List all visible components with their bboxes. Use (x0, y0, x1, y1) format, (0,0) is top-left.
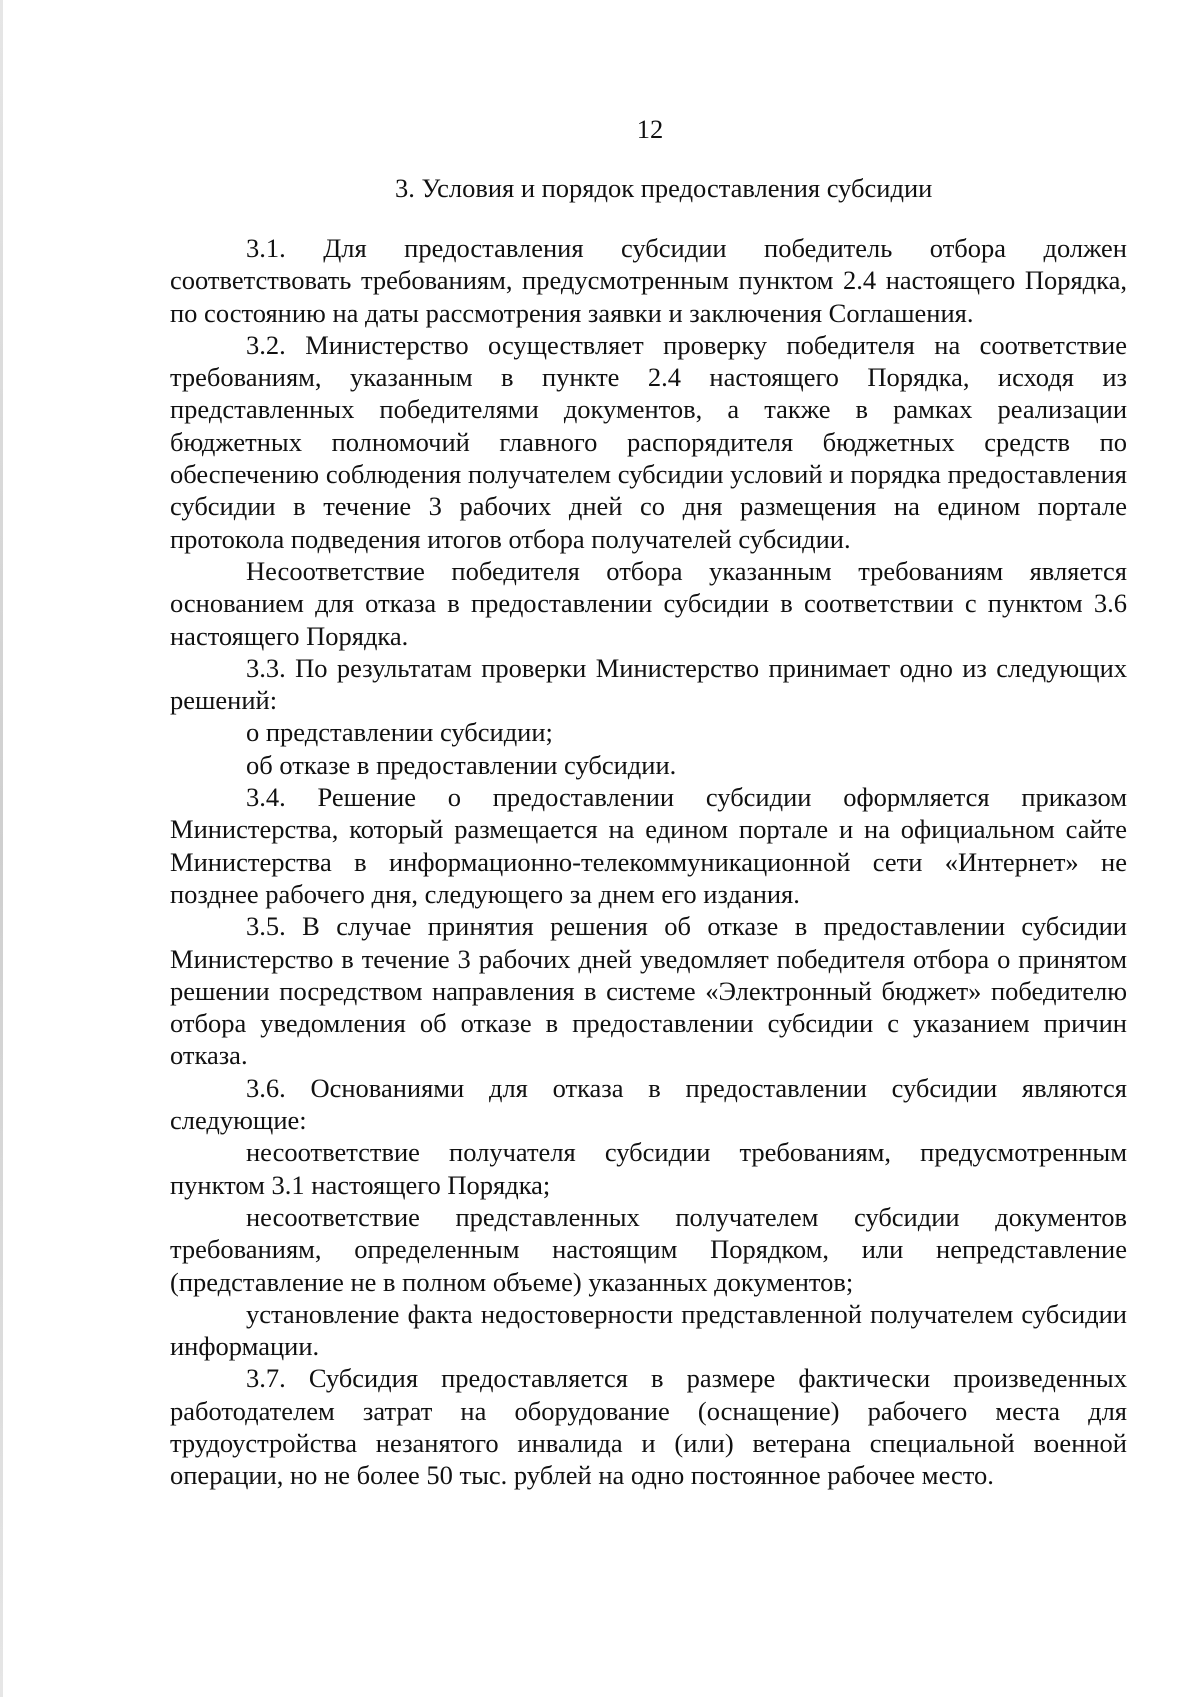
paragraph-3-2: 3.2. Министерство осуществляет проверку победителя на соответствие требованиям, указанным в пункте 2.4 настоящего Порядка, исходя из представленных победителями документов, а также в рамках реализации бюджетных полномочий главного распорядителя бюджетных средств по обеспечению соблюдения получателем субсидии условий и порядка предоставления субсидии в течение 3 рабочих дней со дня размещения на едином портале протокола подведения итогов отбора получателей субсидии. (170, 329, 1127, 554)
paragraph-3-7: 3.7. Субсидия предоставляется в размере фактически произведенных работодателем затрат на оборудование (оснащение) рабочего места для трудоустройства незанятого инвалида и (или) ветерана специальной военной операции, но не более 50 тыс. рублей на одно постоянное рабочее место. (170, 1363, 1127, 1491)
paragraph-nonconformity: Несоответствие победителя отбора указанным требованиям является основанием для отказа в предоставлении субсидии в соответствии с пунктом 3.6 настоящего Порядка. (170, 555, 1127, 651)
paragraph-3-3: 3.3. По результатам проверки Министерство принимает одно из следующих решений: (170, 652, 1127, 716)
page-number: 12 (636, 114, 664, 144)
section-title: 3. Условия и порядок предоставления субсидии (395, 173, 933, 203)
decision-option-refusal: об отказе в предоставлении субсидии. (246, 749, 677, 780)
scan-edge (0, 0, 3, 1697)
paragraph-3-1: 3.1. Для предоставления субсидии победитель отбора должен соответствовать требованиям, предусмотренным пунктом 2.4 настоящего Порядка, по состоянию на даты рассмотрения заявки и заключения Соглашения. (170, 233, 1127, 328)
decision-option-grant: о представлении субсидии; (246, 717, 553, 748)
paragraph-3-4: 3.4. Решение о предоставлении субсидии оформляется приказом Министерства, который размещается на едином портале и на официальном сайте Министерства в информационно-телекоммуникационной сети «Интернет» не позднее рабочего дня, следующего за днем его издания. (170, 782, 1127, 909)
paragraph-3-6: 3.6. Основаниями для отказа в предоставлении субсидии являются следующие: (170, 1072, 1127, 1136)
refusal-ground-3: установление факта недостоверности представленной получателем субсидии информации. (170, 1298, 1127, 1362)
body-text (170, 232, 1127, 1492)
refusal-ground-2: несоответствие представленных получателем субсидии документов требованиям, определенным настоящим Порядком, или непредставление (представление не в полном объеме) указанных документов; (170, 1201, 1127, 1297)
refusal-ground-1: несоответствие получателя субсидии требованиям, предусмотренным пунктом 3.1 настоящего Порядка; (170, 1137, 1127, 1200)
paragraph-3-5: 3.5. В случае принятия решения об отказе в предоставлении субсидии Министерство в течение 3 рабочих дней уведомляет победителя отбора о принятом решении посредством направления в системе «Электронный бюджет» победителю отбора уведомления об отказе в предоставлении субсидии с указанием причин отказа. (170, 911, 1127, 1071)
